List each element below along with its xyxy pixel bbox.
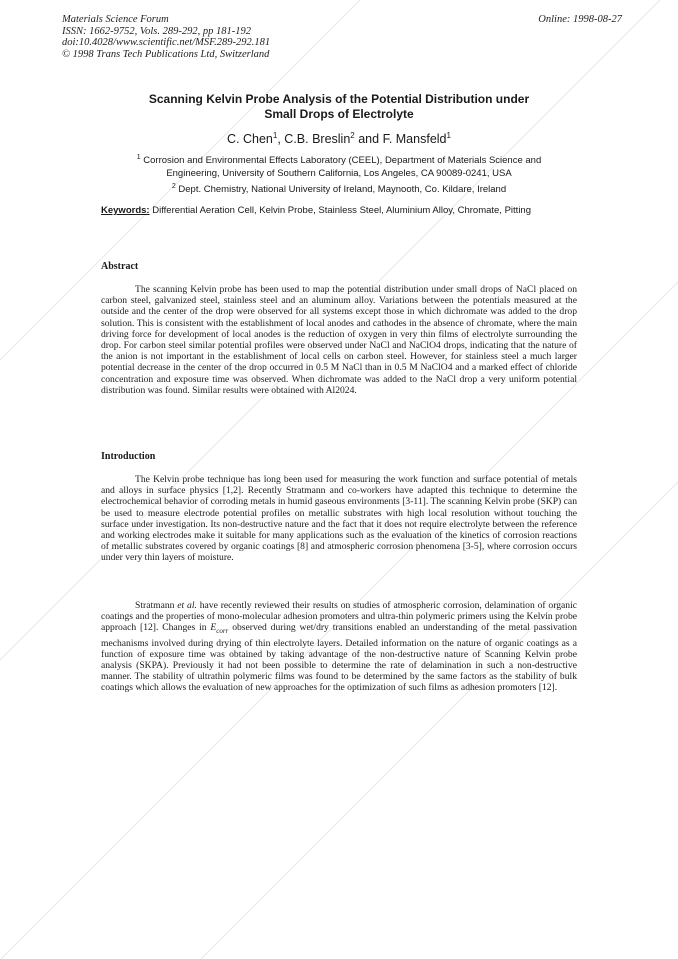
abstract-paragraph: The scanning Kelvin probe has been used to map the potential distribution under small drops of NaCl placed on carbon steel, galvanized steel, stainless steel and an aluminum alloy. Variations between the potentials measured at the outside and the center of the drop were observed for all systems except those in which dichromate was added to the drop solution. This is consistent with the establishment of local anodes and cathodes in the absence of chromate, where the main driving force for development of local anodes is the reduction of oxygen in very thin films of electrolyte surrounding the drop. For carbon steel similar potential profiles were observed under NaCl and NaClO4 drops, indicating that the nature of the anion is not important in the establishment of local cells on carbon steel. However, for stainless steel a much larger potential decrease in the center of the drop occurred in 0.5 M NaCl than in 0.5 M NaClO4 and a marked effect of chloride concentration and exposure time was observed. When dichromate was added to the NaCl drop a very uniform potential distribution was found. Similar results were obtained with Al2024. <box>101 284 577 396</box>
journal-header <box>62 14 270 60</box>
introduction-paragraph-1: The Kelvin probe technique has long been used for measuring the work function and surface potential of metals and alloys in surface physics [1,2]. Recently Stratmann and co-workers have adapted this technique to determine the electrochemical behavior of corroding metals in humid gaseous environments [3-11]. The scanning Kelvin probe (SKP) can be used to measure electrode potential profiles on metallic substrates with high local resolution without touching the surface under investigation. Its non-destructive nature and the fact that it does not require electrolyte between the reference and working electrodes make it suitable for many applications such as the evaluation of the kinetics of corrosion reactions of metallic substrates covered by organic coatings [8] and atmospheric corrosion phenomena [3-5], where corrosion occurs under very thin layers of moisture. <box>101 474 577 564</box>
online-date: Online: 1998-08-27 <box>538 14 622 25</box>
author-chen-affil: 1 <box>272 131 278 140</box>
intro-p2-etal: et al. <box>177 600 197 611</box>
abstract-heading: Abstract <box>101 261 139 272</box>
paper-title <box>80 92 598 121</box>
ecorr-subscript: corr <box>216 627 229 636</box>
affiliation-2-text: Dept. Chemistry, National University of Ireland, Maynooth, Co. Kildare, Ireland <box>178 184 507 196</box>
title-line-2: Small Drops of Electrolyte <box>264 106 414 121</box>
author-mansfeld: F. Mansfeld <box>382 132 447 147</box>
copyright-line: © 1998 Trans Tech Publications Ltd, Switzerland <box>62 48 270 60</box>
introduction-heading: Introduction <box>101 451 156 462</box>
title-line-1: Scanning Kelvin Probe Analysis of the Potential Distribution under <box>148 92 530 106</box>
affiliation-2 <box>100 181 578 197</box>
affiliation-1-marker: 1 <box>136 154 141 161</box>
keywords <box>101 205 551 217</box>
intro-p2-mid: have recently reviewed their results on studies of atmospheric corrosion, delamination of organic coatings and the properties of mono-molecular adhesion promoters and ultra-thin polymeric primers using the Kelvin probe approach [12]. Changes in <box>101 600 577 634</box>
keywords-text: Differential Aeration Cell, Kelvin Probe, Stainless Steel, Aluminium Alloy, Chromate, Pitting <box>152 205 531 216</box>
keywords-label: Keywords: <box>101 205 150 216</box>
intro-p2-start: Stratmann <box>135 600 175 611</box>
issn-line: ISSN: 1662-9752, Vols. 289-292, pp 181-192 <box>62 25 251 37</box>
affiliation-1 <box>100 152 578 180</box>
intro-p2-ecorr: $E_{corr}$ <box>210 622 229 636</box>
author-breslin: C.B. Breslin <box>284 132 351 147</box>
intro-p2-end: observed during wet/dry transitions enabled an understanding of the metal passivation mechanisms involved during drying of thin electrolyte layers. Detailed information on the nature of organic coatings as a function of exposure time was obtained by taking advantage of the non-destructive nature of Scanning Kelvin probe analysis (SKPA). Previously it had not been possible to determine the rate of delamination in such a non-destructive manner. The stability of ultrathin polymeric films was found to be determined by the same factors as the stability of bulk coatings which allows the evaluation of new approaches for the optimization of such films as adhesion promoters [12]. <box>101 622 577 694</box>
author-breslin-affil: 2 <box>350 131 355 140</box>
doi-line[interactable]: doi:10.4028/www.scientific.net/MSF.289-292.181 <box>62 37 271 48</box>
author-conjunction: and <box>358 132 380 147</box>
author-mansfeld-affil: 1 <box>446 131 451 140</box>
affiliation-1-line-2: Engineering, University of Southern California, Los Angeles, CA 90089-0241, USA <box>166 167 512 179</box>
author-chen: C. Chen <box>227 132 273 147</box>
author-list: C. Chen$^1$, C.B. Breslin$^2$ and F. Mansfeld$^1$ <box>227 131 451 147</box>
affiliation-2-marker: 2 <box>171 183 176 190</box>
journal-name: Materials Science Forum <box>62 14 169 25</box>
introduction-paragraph-2 <box>101 600 577 694</box>
affiliation-1-line-1: Corrosion and Environmental Effects Laboratory (CEEL), Department of Materials Science and <box>143 155 542 167</box>
